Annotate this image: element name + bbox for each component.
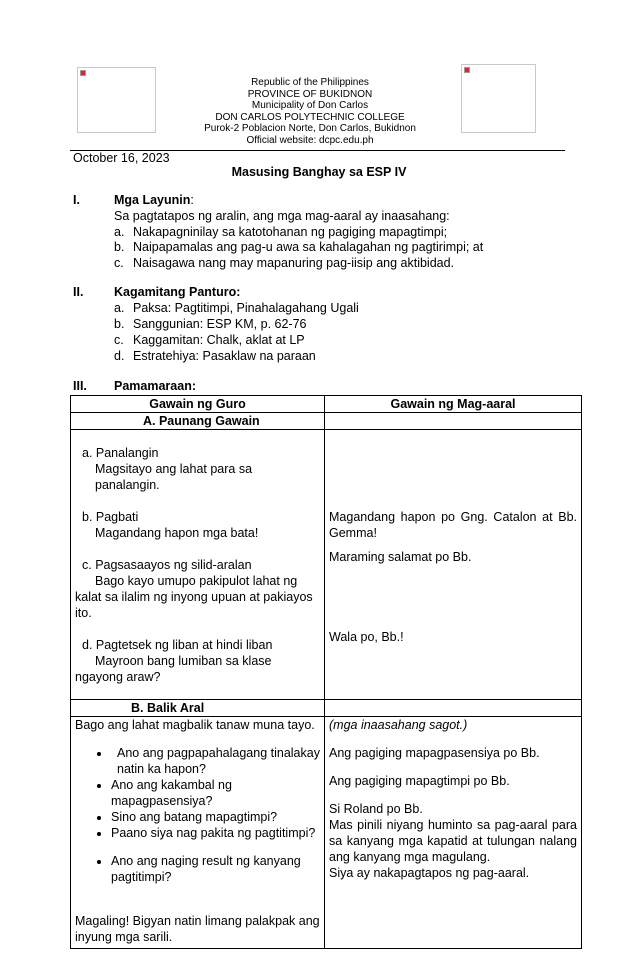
table-header-row xyxy=(71,396,582,413)
answer-1: Ang pagiging mapagpasensiya po Bb. xyxy=(329,746,540,760)
item-text: Paksa: Pagtitimpi, Pinahalagahang Ugali xyxy=(133,301,359,315)
pagsasaayos-title: c. Pagsasaayos ng silid-aralan xyxy=(82,558,252,572)
broken-image-icon xyxy=(80,70,86,76)
list-item: • Ano ang kakambal ng mapagpasensiya? xyxy=(111,777,320,809)
expected-answers-note: (mga inaasahang sagot.) xyxy=(329,718,468,732)
pagsasaayos-text-3: ito. xyxy=(75,606,92,620)
pagtetsek-reply: Wala po, Bb.! xyxy=(329,630,404,644)
list-item: • Sino ang batang mapagtimpi? xyxy=(111,809,320,825)
section-one-number: I. xyxy=(73,193,80,207)
pagtetsek-title: d. Pagtetsek ng liban at hindi liban xyxy=(82,638,273,652)
column-header-teacher: Gawain ng Guro xyxy=(71,396,325,413)
table-row xyxy=(71,717,582,949)
item-text: Kaggamitan: Chalk, aklat at LP xyxy=(133,333,305,347)
part-a-heading: A. Paunang Gawain xyxy=(71,413,325,430)
pagbati-text: Magandang hapon mga bata! xyxy=(95,526,259,540)
list-item: • Paano siya nag pakita ng pagtitimpi? xyxy=(111,825,320,841)
header-website: Official website: dcpc.edu.ph xyxy=(246,134,374,146)
section-two-item xyxy=(114,349,316,363)
section-three-number: III. xyxy=(73,379,87,393)
review-question-list xyxy=(75,745,320,841)
section-two-item xyxy=(114,333,305,347)
pagsasaayos-text-2: kalat sa ilalim ng inyong upuan at pakiayos xyxy=(75,590,313,604)
answer-2: Ang pagiging mapagtimpi po Bb. xyxy=(329,774,510,788)
header-country: Republic of the Philippines xyxy=(251,77,369,88)
list-item: • Ano ang naging result ng kanyang pagtitimpi? xyxy=(111,853,320,885)
letterhead xyxy=(190,77,430,147)
section-one-colon: : xyxy=(190,193,194,207)
pagtetsek-text-2: ngayong araw? xyxy=(75,670,161,684)
list-item: • Ano ang pagpapahalagang tinalakay natin ka hapon? xyxy=(111,745,320,777)
header-province: PROVINCE OF BUKIDNON xyxy=(247,88,373,100)
empty-cell xyxy=(325,700,582,717)
section-one-heading-line xyxy=(114,193,194,207)
empty-cell xyxy=(325,413,582,430)
section-two-item xyxy=(114,301,359,315)
panalangin-title: a. Panalangin xyxy=(82,446,159,460)
answer-4: Mas pinili niyang huminto sa pag-aaral para sa kanyang mga kapatid at tulungan nalang ang kanyang mga magulang. xyxy=(329,818,577,864)
answer-3: Si Roland po Bb. xyxy=(329,802,423,816)
header-college: DON CARLOS POLYTECHNIC COLLEGE xyxy=(215,111,405,123)
part-b-teacher-cell xyxy=(71,717,325,949)
item-text: Sanggunian: ESP KM, p. 62-76 xyxy=(133,317,307,331)
part-b-heading: B. Balik Aral xyxy=(71,700,325,717)
item-text: Estratehiya: Pasaklaw na paraan xyxy=(133,349,316,363)
section-one-item xyxy=(114,240,484,254)
closing-remark: Magaling! Bigyan natin limang palakpak ang inyung mga sarili. xyxy=(75,914,320,944)
header-municipality: Municipality of Don Carlos xyxy=(251,100,369,112)
answer-5: Siya ay nakapagtapos ng pag-aaral. xyxy=(329,866,530,880)
section-one-intro: Sa pagtatapos ng aralin, ang mga mag-aaral ay inaasahang: xyxy=(114,209,450,223)
part-a-teacher-cell xyxy=(71,430,325,700)
section-one-item xyxy=(114,225,448,239)
section-three-heading: Pamamaraan: xyxy=(114,379,196,393)
item-text: Naisagawa nang may mapanuring pag-iisip ang aktibidad. xyxy=(133,256,455,270)
part-a-student-cell xyxy=(325,430,582,700)
broken-image-icon xyxy=(464,67,470,73)
section-two-number: II. xyxy=(73,285,84,299)
table-row xyxy=(71,430,582,700)
section-two-item xyxy=(114,317,307,331)
table-row xyxy=(71,700,582,717)
panalangin-text: Magsitayo ang lahat para sa panalangin. xyxy=(95,462,253,492)
pagsasaayos-reply: Maraming salamat po Bb. xyxy=(329,550,472,564)
item-text: Naipapamalas ang pag-u awa sa kahalagahan ng pagtirimpi; at xyxy=(133,240,484,254)
item-letter: b. xyxy=(114,317,125,331)
item-text: Nakapagninilay sa katotohanan ng pagiging mapagtimpi; xyxy=(133,225,448,239)
pagbati-reply: Magandang hapon po Gng. Catalon at Bb. Gemma! xyxy=(329,510,577,540)
balik-aral-intro: Bago ang lahat magbalik tanaw muna tayo. xyxy=(75,718,315,732)
section-two-heading: Kagamitang Panturo: xyxy=(114,285,241,299)
pagtetsek-text-1: Mayroon bang lumiban sa klase xyxy=(95,654,272,668)
header-address: Purok-2 Poblacion Norte, Don Carlos, Bukidnon xyxy=(204,123,416,135)
part-b-student-cell xyxy=(325,717,582,949)
item-letter: d. xyxy=(114,349,125,363)
pagbati-title: b. Pagbati xyxy=(82,510,139,524)
item-letter: a. xyxy=(114,301,125,315)
document-title: Masusing Banghay sa ESP IV xyxy=(231,165,407,179)
table-row xyxy=(71,413,582,430)
item-letter: c. xyxy=(114,256,124,270)
item-letter: a. xyxy=(114,225,125,239)
item-letter: c. xyxy=(114,333,124,347)
section-one-heading: Mga Layunin xyxy=(114,193,191,207)
item-letter: b. xyxy=(114,240,125,254)
procedure-table xyxy=(70,395,582,949)
pagsasaayos-text-1: Bago kayo umupo pakipulot lahat ng xyxy=(95,574,298,588)
column-header-student: Gawain ng Mag-aaral xyxy=(325,396,582,413)
section-one-item xyxy=(114,256,455,270)
document-date: October 16, 2023 xyxy=(73,151,170,165)
review-question-list xyxy=(75,853,320,885)
right-logo-image xyxy=(461,64,536,133)
left-logo-image xyxy=(77,67,156,133)
